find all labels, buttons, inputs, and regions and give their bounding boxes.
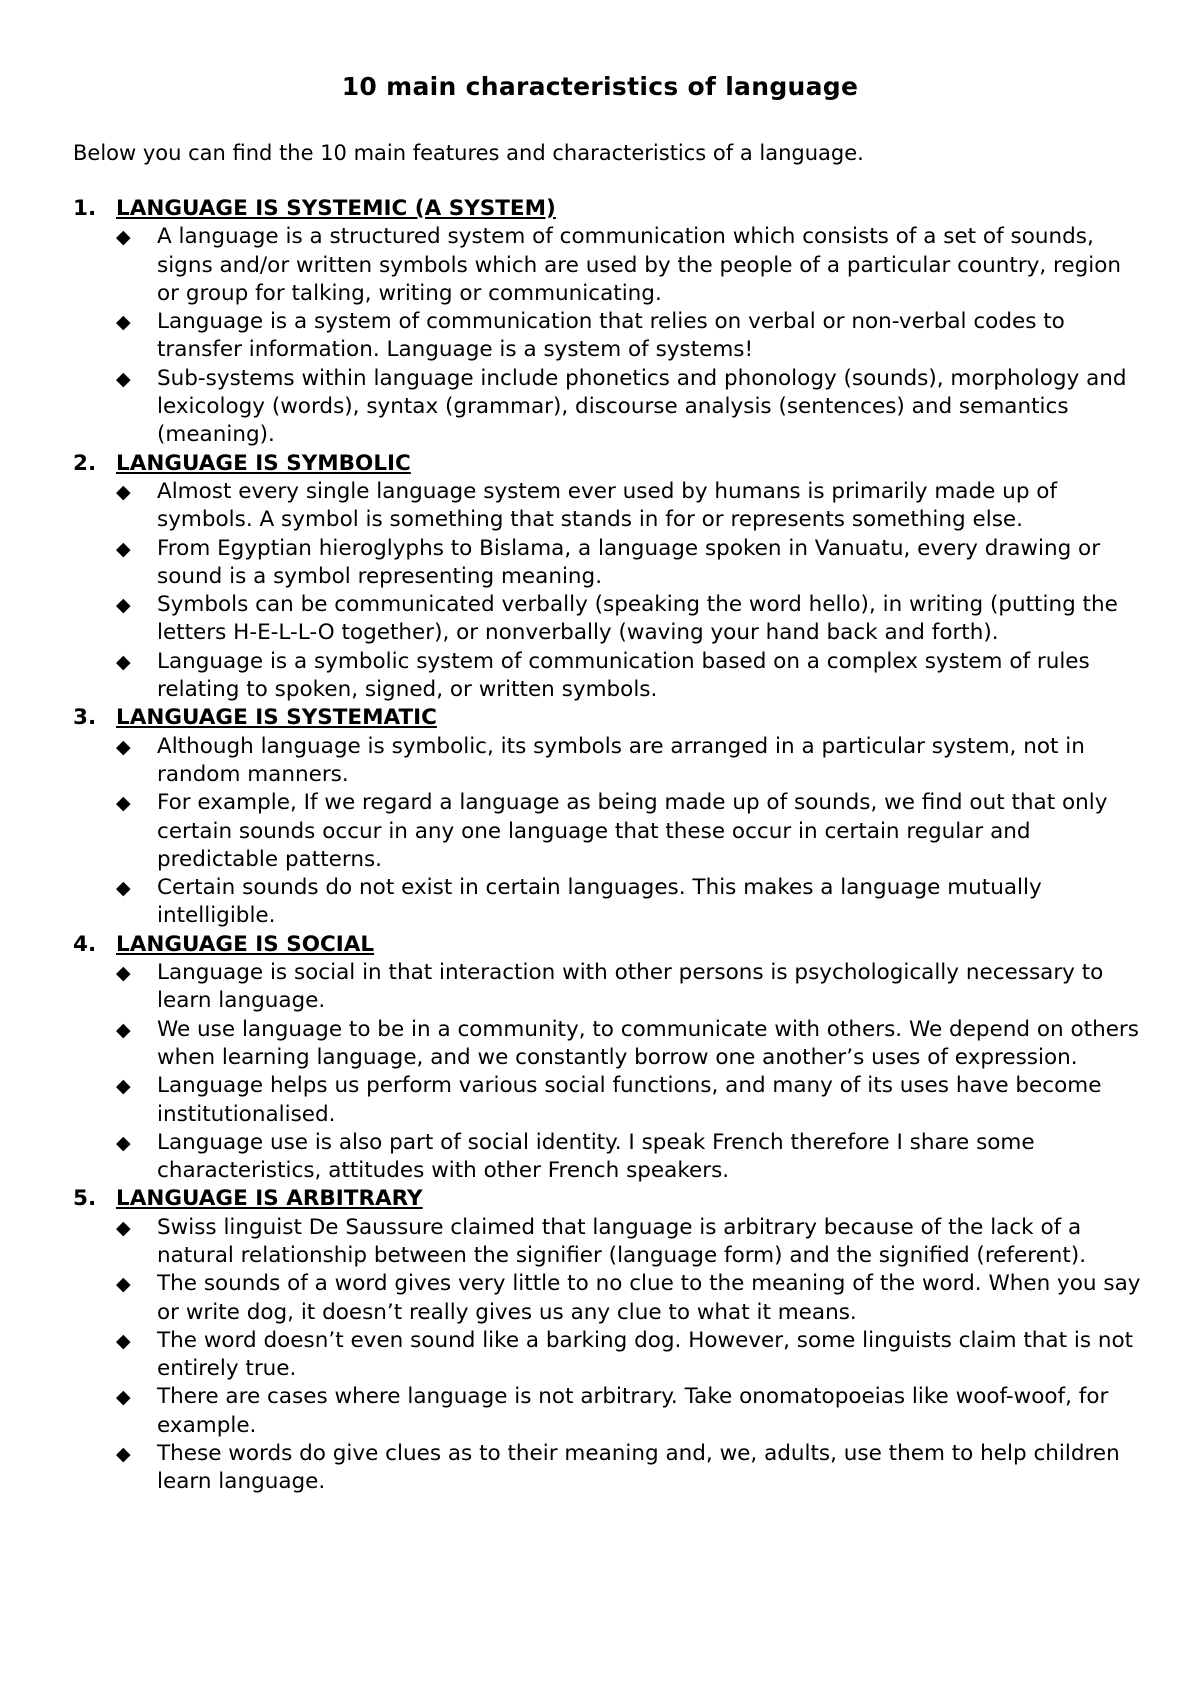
diamond-bullet-icon: ◆	[116, 311, 131, 334]
diamond-bullet-icon: ◆	[116, 1018, 131, 1041]
bullet-item	[116, 1440, 1143, 1497]
bullet-list	[73, 478, 1143, 704]
bullet-text: Swiss linguist De Saussure claimed that language is arbitrary because of the lack of a natural relationship between the signifier (language form) and the signified (referent).	[157, 1214, 1087, 1268]
bullet-item	[116, 1129, 1143, 1186]
bullet-item	[116, 591, 1143, 648]
section-number: 4.	[73, 931, 97, 957]
bullet-text: We use language to be in a community, to communicate with others. We depend on others when learning language, and we constantly borrow one another’s uses of expression.	[157, 1016, 1139, 1070]
bullet-item	[116, 959, 1143, 1016]
bullet-text: Certain sounds do not exist in certain languages. This makes a language mutually intelligible.	[157, 875, 1042, 929]
section-title: LANGUAGE IS SYSTEMATIC	[116, 705, 437, 731]
bullet-text: A language is a structured system of communication which consists of a set of sounds, signs and/or written symbols which are used by the people of a particular country, region or group for talking, writing or communicating.	[157, 224, 1122, 306]
bullet-text: Language is social in that interaction with other persons is psychologically necessary to learn language.	[157, 960, 1104, 1014]
diamond-bullet-icon: ◆	[116, 480, 131, 503]
bullet-list	[73, 959, 1143, 1185]
section-item	[73, 931, 1143, 1186]
bullet-text: Language is a symbolic system of communication based on a complex system of rules relating to spoken, signed, or written symbols.	[157, 648, 1090, 703]
bullet-list	[73, 223, 1143, 449]
diamond-bullet-icon: ◆	[116, 1386, 131, 1409]
bullet-text: Almost every single language system ever used by humans is primarily made up of symbols. A symbol is something that stands in for or represents something else.	[157, 478, 1058, 533]
bullet-text: These words do give clues as to their meaning and, we, adults, use them to help children learn language.	[157, 1441, 1120, 1495]
diamond-bullet-icon: ◆	[116, 594, 131, 617]
diamond-bullet-icon: ◆	[116, 537, 131, 560]
bullet-item	[116, 789, 1143, 874]
section-title: LANGUAGE IS SYSTEMIC (A SYSTEM)	[116, 196, 556, 221]
section-number: 2.	[73, 450, 97, 476]
section-item	[73, 1185, 1143, 1496]
diamond-bullet-icon: ◆	[116, 1075, 131, 1098]
section-number: 5.	[73, 1186, 97, 1212]
diamond-bullet-icon: ◆	[116, 1216, 131, 1239]
bullet-item	[116, 648, 1143, 705]
section-heading	[73, 931, 1143, 959]
bullet-list	[73, 1214, 1143, 1497]
bullet-text: There are cases where language is not arbitrary. Take onomatopoeias like woof-woof, for example.	[157, 1384, 1109, 1438]
bullet-item	[116, 223, 1143, 308]
bullet-item	[116, 1072, 1143, 1129]
section-item	[73, 195, 1143, 450]
bullet-text: The sounds of a word gives very little to no clue to the meaning of the word. When you say or write dog, it doesn’t really gives us any clue to what it means.	[157, 1271, 1141, 1325]
diamond-bullet-icon: ◆	[116, 1131, 131, 1154]
section-title: LANGUAGE IS ARBITRARY	[116, 1186, 423, 1212]
section-heading	[73, 1185, 1143, 1213]
bullet-item	[116, 1383, 1143, 1440]
diamond-bullet-icon: ◆	[116, 650, 131, 673]
bullet-item	[116, 535, 1143, 592]
bullet-text: Language helps us perform various social functions, and many of its uses have become institutionalised.	[157, 1073, 1102, 1127]
diamond-bullet-icon: ◆	[116, 735, 131, 758]
section-item	[73, 450, 1143, 705]
bullet-item	[116, 1016, 1143, 1073]
section-heading	[73, 704, 1143, 732]
bullet-text: Although language is symbolic, its symbols are arranged in a particular system, not in random manners.	[157, 733, 1085, 787]
diamond-bullet-icon: ◆	[116, 962, 131, 985]
section-item	[73, 704, 1143, 930]
diamond-bullet-icon: ◆	[116, 226, 131, 249]
bullet-text: Language is a system of communication that relies on verbal or non-verbal codes to transfer information. Language is a system of systems!	[157, 309, 1065, 363]
bullet-item	[116, 874, 1143, 931]
section-title: LANGUAGE IS SOCIAL	[116, 931, 375, 957]
diamond-bullet-icon: ◆	[116, 877, 131, 900]
section-heading	[73, 450, 1143, 478]
bullet-text: Language use is also part of social identity. I speak French therefore I share some characteristics, attitudes with other French speakers.	[157, 1129, 1035, 1184]
intro-paragraph: Below you can find the 10 main features and characteristics of a language.	[73, 141, 864, 165]
bullet-item	[116, 308, 1143, 365]
section-number: 1.	[73, 196, 97, 221]
bullet-item	[116, 365, 1143, 450]
section-heading	[73, 195, 1143, 223]
diamond-bullet-icon: ◆	[116, 792, 131, 815]
bullet-list	[73, 733, 1143, 931]
bullet-text: Symbols can be communicated verbally (speaking the word hello), in writing (putting the letters H-E-L-L-O together), or nonverbally (waving your hand back and forth).	[157, 592, 1118, 646]
bullet-item	[116, 478, 1143, 535]
bullet-item	[116, 1327, 1143, 1384]
document-title: 10 main characteristics of language	[341, 72, 859, 101]
bullet-text: Sub-systems within language include phonetics and phonology (sounds), morphology and lexicology (words), syntax (grammar), discourse analysis (sentences) and semantics (meaning).	[157, 365, 1127, 448]
diamond-bullet-icon: ◆	[116, 1329, 131, 1352]
characteristics-list	[73, 195, 1143, 1497]
bullet-text: From Egyptian hieroglyphs to Bislama, a language spoken in Vanuatu, every drawing or sound is a symbol representing meaning.	[157, 535, 1101, 589]
section-number: 3.	[73, 705, 97, 731]
diamond-bullet-icon: ◆	[116, 367, 131, 390]
bullet-item	[116, 733, 1143, 790]
bullet-item	[116, 1270, 1143, 1327]
section-title: LANGUAGE IS SYMBOLIC	[116, 450, 411, 476]
bullet-text: The word doesn’t even sound like a barking dog. However, some linguists claim that is not entirely true.	[157, 1327, 1134, 1382]
diamond-bullet-icon: ◆	[116, 1443, 131, 1466]
diamond-bullet-icon: ◆	[116, 1273, 131, 1296]
bullet-item	[116, 1214, 1143, 1271]
bullet-text: For example, If we regard a language as being made up of sounds, we find out that only certain sounds occur in any one language that these occur in certain regular and predictable patterns.	[157, 790, 1108, 872]
